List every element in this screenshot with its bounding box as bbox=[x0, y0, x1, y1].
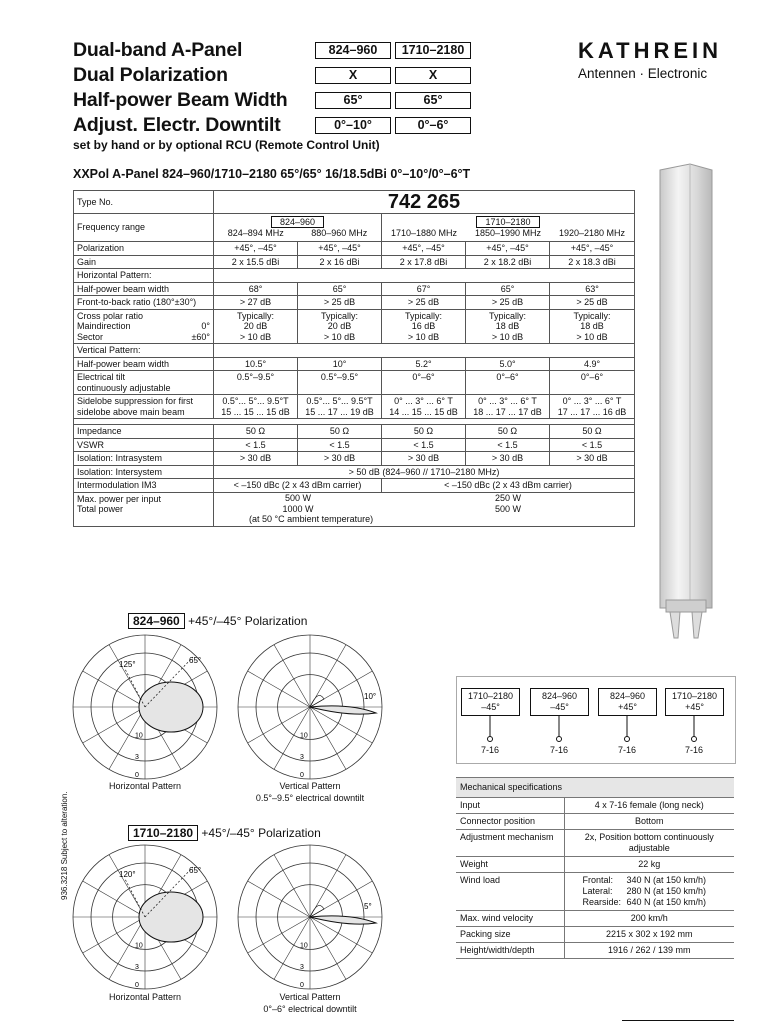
wind-val: 640 N (at 150 km/h) bbox=[626, 897, 707, 907]
pattern-2-band: 1710–2180 bbox=[128, 825, 198, 841]
cp-label: Cross polar ratio bbox=[77, 310, 144, 321]
ring-label: 10 bbox=[135, 942, 143, 950]
row-sidelobe bbox=[74, 395, 635, 419]
power-high-1: 250 W bbox=[494, 493, 521, 504]
mech-row bbox=[456, 798, 734, 814]
sidelobe-angles: 0° ... 3° ... 6° T bbox=[478, 396, 537, 406]
freq-group-high bbox=[382, 214, 635, 242]
tilt-label: 10° bbox=[364, 692, 377, 701]
sidelobe-db: 15 ... 15 ... 15 dB bbox=[221, 406, 290, 417]
cp-main: 16 dB bbox=[411, 321, 436, 331]
cell: < 1.5 bbox=[550, 438, 635, 452]
iso-inter-label: Isolation: Intersystem bbox=[74, 465, 214, 479]
beam-label: 65° bbox=[189, 656, 202, 665]
power-low-1: 500 W bbox=[284, 493, 311, 504]
power-label-2: Total power bbox=[77, 504, 124, 514]
pattern-2-h-caption: Horizontal Pattern bbox=[108, 992, 182, 1002]
cell: 65° bbox=[298, 282, 382, 296]
cell: 2 x 15.5 dBi bbox=[214, 255, 298, 269]
mech-label: Max. wind velocity bbox=[456, 911, 564, 927]
cp-typ: Typically: bbox=[573, 310, 611, 321]
vbw-label: Half-power beam width bbox=[74, 357, 214, 371]
vswr-label: VSWR bbox=[74, 438, 214, 452]
sidelobe-label-1: Sidelobe suppression for first bbox=[77, 396, 194, 406]
mech-value: 2x, Position bottom continuously adjustable bbox=[564, 830, 734, 857]
row-power bbox=[74, 492, 635, 526]
antenna-illustration bbox=[650, 160, 720, 645]
cp-cell bbox=[550, 309, 635, 344]
grid-spoke bbox=[274, 855, 310, 917]
tilt-label: 5° bbox=[364, 902, 372, 911]
ring-label: 10 bbox=[135, 732, 143, 740]
cp-typ: Typically: bbox=[320, 310, 358, 321]
header-pol-high: X bbox=[395, 67, 471, 84]
cell: 2 x 17.8 dBi bbox=[382, 255, 466, 269]
grid-spoke bbox=[248, 671, 310, 707]
ring-label: 10 bbox=[300, 732, 308, 740]
connector-pol: –45° bbox=[550, 702, 569, 712]
cp-typ: Typically: bbox=[236, 310, 274, 321]
ftb-label: Front-to-back ratio (180°±30°) bbox=[74, 296, 214, 310]
wind-dir: Rearside: bbox=[582, 897, 622, 907]
antenna-base bbox=[666, 600, 706, 612]
row-frequency bbox=[74, 214, 635, 242]
mech-value: 200 km/h bbox=[564, 911, 734, 927]
sidelobe-angles: 0° ... 3° ... 6° T bbox=[394, 396, 453, 406]
brand-subtitle: Antennen · Electronic bbox=[578, 66, 708, 81]
pattern-1-horizontal bbox=[70, 632, 220, 782]
grid-spoke bbox=[310, 917, 346, 979]
connector-pol: –45° bbox=[481, 702, 500, 712]
title-polarization: Dual Polarization bbox=[73, 64, 228, 86]
cell: 10° bbox=[298, 357, 382, 371]
cell: > 30 dB bbox=[298, 452, 382, 466]
cp-cell bbox=[298, 309, 382, 344]
sidelobe-db: 18 ... 17 ... 17 dB bbox=[473, 406, 542, 417]
freq-group-low-label: 824–960 bbox=[271, 216, 324, 228]
row-gain bbox=[74, 255, 635, 269]
hbw-label: Half-power beam width bbox=[74, 282, 214, 296]
cell: 0.5°–9.5° bbox=[298, 371, 382, 395]
connector-label-2: 7-16 bbox=[549, 745, 568, 755]
connector-box-2 bbox=[530, 688, 589, 716]
sidelobe-db: 14 ... 15 ... 15 dB bbox=[389, 406, 458, 417]
header-band-low: 824–960 bbox=[315, 42, 391, 59]
mech-row bbox=[456, 830, 734, 857]
cell: 0°–6° bbox=[466, 371, 550, 395]
cell: 67° bbox=[382, 282, 466, 296]
power-label-cell bbox=[74, 492, 214, 526]
cell: < 1.5 bbox=[382, 438, 466, 452]
freq-group-low bbox=[214, 214, 382, 242]
pattern-2-heading bbox=[128, 825, 321, 841]
title-downtilt: Adjust. Electr. Downtilt bbox=[73, 114, 281, 136]
pattern-1-heading bbox=[128, 613, 307, 629]
type-no-value: 742 265 bbox=[214, 191, 635, 214]
cp-sector: > 10 dB bbox=[407, 331, 440, 342]
wind-dir: Lateral: bbox=[582, 886, 613, 896]
cp-sector: > 10 dB bbox=[323, 331, 356, 342]
cell: 50 Ω bbox=[382, 425, 466, 439]
product-line: XXPol A-Panel 824–960/1710–2180 65°/65° 16/18.5dBi 0°–10°/0°–6°T bbox=[73, 167, 471, 181]
brand-name: KATHREIN bbox=[578, 38, 723, 63]
back-label: 125° bbox=[119, 660, 136, 669]
connector-pol: +45° bbox=[618, 702, 637, 712]
band-2: 880–960 MHz bbox=[311, 228, 368, 239]
im3-label: Intermodulation IM3 bbox=[74, 479, 214, 493]
cp-typ: Typically: bbox=[488, 310, 526, 321]
mech-label: Input bbox=[456, 798, 564, 814]
grid-spoke bbox=[248, 881, 310, 917]
spacer bbox=[77, 515, 210, 525]
sidelobe-db: 17 ... 17 ... 16 dB bbox=[557, 406, 627, 417]
cell: < –150 dBc (2 x 43 dBm carrier) bbox=[214, 479, 382, 493]
band-3: 1710–1880 MHz bbox=[390, 228, 458, 239]
cp-sector: > 10 dB bbox=[576, 331, 608, 342]
cp-main-label: Maindirection bbox=[77, 321, 131, 331]
iso-intra-label: Isolation: Intrasystem bbox=[74, 452, 214, 466]
brand-logo bbox=[578, 38, 733, 62]
tilt-label-1: Electrical tilt bbox=[77, 372, 126, 382]
ring-label: 3 bbox=[300, 964, 304, 971]
cell-empty bbox=[214, 344, 635, 358]
cell: < –150 dBc (2 x 43 dBm carrier) bbox=[382, 479, 635, 493]
cell: < 1.5 bbox=[214, 438, 298, 452]
hpattern-label: Horizontal Pattern: bbox=[74, 269, 214, 283]
row-vswr bbox=[74, 438, 635, 452]
side-lobe bbox=[310, 695, 324, 707]
pattern-2-horizontal bbox=[70, 842, 220, 992]
cp-main: 18 dB bbox=[580, 321, 604, 331]
pattern-2-polarization: +45°/–45° Polarization bbox=[201, 826, 321, 840]
sidelobe-cell bbox=[214, 395, 298, 419]
row-ftb bbox=[74, 296, 635, 310]
power-cell bbox=[214, 492, 635, 526]
band-5: 1920–2180 MHz bbox=[558, 228, 626, 239]
cp-cell bbox=[382, 309, 466, 344]
cell: 63° bbox=[550, 282, 635, 296]
cell: +45°, –45° bbox=[550, 242, 635, 256]
ring-label: 0 bbox=[135, 772, 139, 779]
side-note: 936.3218 Subject to alteration. bbox=[60, 791, 69, 900]
mech-label: Connector position bbox=[456, 814, 564, 830]
row-hpattern bbox=[74, 269, 635, 283]
ring-label: 3 bbox=[135, 964, 139, 971]
pattern-1-polarization: +45°/–45° Polarization bbox=[188, 614, 308, 628]
connector-box-1 bbox=[461, 688, 520, 716]
spec-table bbox=[73, 190, 635, 527]
connector-box-4 bbox=[665, 688, 724, 716]
mech-row-wind bbox=[456, 873, 734, 911]
cell: 65° bbox=[466, 282, 550, 296]
pattern-1-v-caption-1: Vertical Pattern bbox=[279, 781, 341, 791]
cp-main: 20 dB bbox=[243, 321, 268, 331]
sidelobe-db: 15 ... 17 ... 19 dB bbox=[305, 406, 374, 417]
pattern-2-v-caption-1: Vertical Pattern bbox=[279, 992, 341, 1002]
main-lobe bbox=[139, 682, 203, 732]
cp-typ: Typically: bbox=[404, 310, 442, 321]
ring-label: 0 bbox=[300, 772, 304, 779]
band-4: 1850–1990 MHz bbox=[474, 228, 542, 239]
cell: < 1.5 bbox=[298, 438, 382, 452]
mechanical-table bbox=[456, 777, 734, 959]
cell: +45°, –45° bbox=[382, 242, 466, 256]
cell: 5.2° bbox=[382, 357, 466, 371]
cell: > 50 dB (824–960 // 1710–2180 MHz) bbox=[214, 465, 635, 479]
grid-spoke bbox=[274, 645, 310, 707]
cp-main: 18 dB bbox=[495, 321, 520, 331]
back-label: 120° bbox=[119, 870, 136, 879]
title-beam-width: Half-power Beam Width bbox=[73, 89, 288, 111]
header-bw-high: 65° bbox=[395, 92, 471, 109]
power-high bbox=[382, 493, 634, 514]
connector-band: 1710–2180 bbox=[467, 691, 514, 701]
pattern-2-v-caption-2: 0°–6° electrical downtilt bbox=[263, 1004, 357, 1014]
wind-val: 340 N (at 150 km/h) bbox=[626, 875, 707, 885]
connector-label-1: 7-16 bbox=[480, 745, 499, 755]
beam-label: 65° bbox=[189, 866, 202, 875]
sidelobe-label-2: sidelobe above main beam bbox=[77, 406, 185, 417]
cell: > 25 dB bbox=[466, 296, 550, 310]
mech-value: 4 x 7-16 female (long neck) bbox=[564, 798, 734, 814]
cell: 2 x 18.3 dBi bbox=[550, 255, 635, 269]
mech-label: Packing size bbox=[456, 927, 564, 943]
cell: 50 Ω bbox=[466, 425, 550, 439]
mech-label: Adjustment mechanism bbox=[456, 830, 564, 857]
cp-cell bbox=[214, 309, 298, 344]
tilt-label-2: continuously adjustable bbox=[77, 382, 171, 393]
pattern-1-h-caption: Horizontal Pattern bbox=[108, 781, 182, 791]
cp-label-cell bbox=[74, 309, 214, 344]
polarization-label: Polarization bbox=[74, 242, 214, 256]
row-iso-inter bbox=[74, 465, 635, 479]
cp-sector: > 10 dB bbox=[239, 331, 272, 342]
sidelobe-cell bbox=[298, 395, 382, 419]
row-impedance bbox=[74, 425, 635, 439]
connector-band: 824–960 bbox=[609, 691, 646, 701]
ring-label: 3 bbox=[135, 754, 139, 761]
power-low bbox=[214, 493, 382, 514]
sidelobe-label-cell bbox=[74, 395, 214, 419]
mech-title-row bbox=[456, 778, 734, 798]
cell: > 30 dB bbox=[466, 452, 550, 466]
mech-label: Weight bbox=[456, 857, 564, 873]
type-no-label: Type No. bbox=[74, 191, 214, 214]
cell: 0°–6° bbox=[382, 371, 466, 395]
cell: 50 Ω bbox=[550, 425, 635, 439]
cell: 0°–6° bbox=[550, 371, 635, 395]
ring-label: 0 bbox=[300, 982, 304, 989]
connector-label-4: 7-16 bbox=[684, 745, 703, 755]
header-tilt-low: 0°–10° bbox=[315, 117, 391, 134]
row-vbw bbox=[74, 357, 635, 371]
cp-sector: > 10 dB bbox=[491, 331, 524, 342]
row-polarization bbox=[74, 242, 635, 256]
grid-spoke bbox=[310, 707, 346, 769]
grid-spoke bbox=[109, 855, 145, 917]
cell: +45°, –45° bbox=[466, 242, 550, 256]
mech-row bbox=[456, 927, 734, 943]
mech-value: 2215 x 302 x 192 mm bbox=[564, 927, 734, 943]
title-product: Dual-band A-Panel bbox=[73, 39, 243, 61]
cell: +45°, –45° bbox=[298, 242, 382, 256]
sidelobe-cell bbox=[550, 395, 635, 419]
sidelobe-angles: 0° ... 3° ... 6° T bbox=[562, 396, 622, 406]
cell: 4.9° bbox=[550, 357, 635, 371]
subtitle: set by hand or by optional RCU (Remote Control Unit) bbox=[73, 138, 380, 152]
sidelobe-cell bbox=[466, 395, 550, 419]
mech-value: Bottom bbox=[564, 814, 734, 830]
tilt-label-cell bbox=[74, 371, 214, 395]
cell: 2 x 16 dBi bbox=[298, 255, 382, 269]
wind-val: 280 N (at 150 km/h) bbox=[626, 886, 707, 896]
cell: > 30 dB bbox=[550, 452, 635, 466]
mech-value: 22 kg bbox=[564, 857, 734, 873]
cp-sector-angle: ±60° bbox=[191, 331, 210, 342]
power-low-2: 1000 W bbox=[282, 503, 314, 514]
header-pol-low: X bbox=[315, 67, 391, 84]
cell: 0.5°–9.5° bbox=[214, 371, 298, 395]
sidelobe-angles: 0.5°... 5°... 9.5°T bbox=[306, 396, 373, 406]
grid-spoke bbox=[109, 645, 145, 707]
cell: > 30 dB bbox=[382, 452, 466, 466]
gain-label: Gain bbox=[74, 255, 214, 269]
row-hbw bbox=[74, 282, 635, 296]
connector-box-3 bbox=[598, 688, 657, 716]
side-lobe bbox=[310, 905, 324, 917]
vpattern-label: Vertical Pattern: bbox=[74, 344, 214, 358]
row-vpattern bbox=[74, 344, 635, 358]
cp-sector-label: Sector bbox=[77, 331, 104, 342]
pattern-1-v-caption-2: 0.5°–9.5° electrical downtilt bbox=[255, 793, 365, 803]
cp-main: 20 dB bbox=[327, 321, 352, 331]
cp-main-angle: 0° bbox=[201, 321, 210, 331]
freq-label: Frequency range bbox=[74, 214, 214, 242]
header-bw-low: 65° bbox=[315, 92, 391, 109]
cell-empty bbox=[214, 269, 635, 283]
connector-lines bbox=[456, 715, 734, 745]
mech-row bbox=[456, 857, 734, 873]
freq-group-high-label: 1710–2180 bbox=[476, 216, 539, 228]
cell: 5.0° bbox=[466, 357, 550, 371]
cell: > 25 dB bbox=[550, 296, 635, 310]
cell: > 30 dB bbox=[214, 452, 298, 466]
sidelobe-angles: 0.5°... 5°... 9.5°T bbox=[222, 396, 289, 406]
band-1: 824–894 MHz bbox=[227, 228, 284, 239]
cell: 10.5° bbox=[214, 357, 298, 371]
impedance-label: Impedance bbox=[74, 425, 214, 439]
row-im3 bbox=[74, 479, 635, 493]
row-type-no bbox=[74, 191, 635, 214]
power-high-2: 500 W bbox=[494, 503, 521, 514]
cell: 50 Ω bbox=[214, 425, 298, 439]
pattern-1-band: 824–960 bbox=[128, 613, 185, 629]
header-tilt-high: 0°–6° bbox=[395, 117, 471, 134]
cell: 50 Ω bbox=[298, 425, 382, 439]
mech-wind-values bbox=[564, 873, 734, 911]
cp-cell bbox=[466, 309, 550, 344]
cell: < 1.5 bbox=[466, 438, 550, 452]
header-band-high: 1710–2180 bbox=[395, 42, 471, 59]
connector-pol: +45° bbox=[685, 702, 704, 712]
mech-title: Mechanical specifications bbox=[456, 778, 734, 798]
main-lobe bbox=[139, 892, 203, 942]
connector-label-3: 7-16 bbox=[617, 745, 636, 755]
mech-label: Height/width/depth bbox=[456, 943, 564, 959]
cell: > 25 dB bbox=[382, 296, 466, 310]
cell: > 27 dB bbox=[214, 296, 298, 310]
cell: 2 x 18.2 dBi bbox=[466, 255, 550, 269]
connector-band: 1710–2180 bbox=[671, 691, 718, 701]
footer-rule bbox=[622, 1020, 734, 1021]
wind-dir: Frontal: bbox=[582, 875, 614, 885]
mech-row bbox=[456, 911, 734, 927]
sidelobe-cell bbox=[382, 395, 466, 419]
pattern-2-vertical bbox=[235, 842, 385, 992]
mech-label: Wind load bbox=[456, 873, 564, 911]
row-tilt bbox=[74, 371, 635, 395]
pattern-1-vertical bbox=[235, 632, 385, 782]
power-note: (at 50 °C ambient temperature) bbox=[249, 514, 374, 525]
cell: > 25 dB bbox=[298, 296, 382, 310]
ring-label: 3 bbox=[300, 754, 304, 761]
connector-band: 824–960 bbox=[541, 691, 578, 701]
cell: 68° bbox=[214, 282, 298, 296]
mech-row bbox=[456, 814, 734, 830]
row-cross-polar bbox=[74, 309, 635, 344]
ring-label: 10 bbox=[300, 942, 308, 950]
mech-row bbox=[456, 943, 734, 959]
ring-label: 0 bbox=[135, 982, 139, 989]
cell: +45°, –45° bbox=[214, 242, 298, 256]
power-label-1: Max. power per input bbox=[77, 493, 162, 504]
row-iso-intra bbox=[74, 452, 635, 466]
mech-value: 1916 / 262 / 139 mm bbox=[564, 943, 734, 959]
